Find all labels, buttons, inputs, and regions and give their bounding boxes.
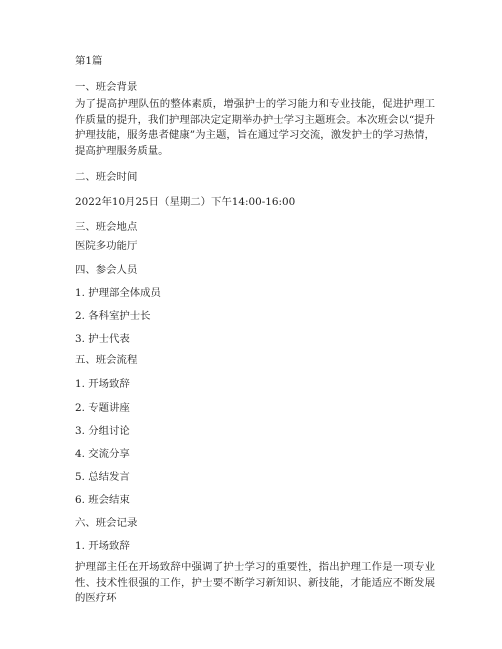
attendee-item: 2. 各科室护士长 bbox=[75, 310, 151, 322]
background-paragraph: 为了提高护理队伍的整体素质，增强护士的学习能力和专业技能，促进护理工作质量的提升，我们护理部决定定期举办护士学习主题班会。本次班会以“提升护理技能，服务患者健康”为主题，旨在通过学习交流，激发护士的学习热情，提高护理服务质量。 bbox=[75, 98, 435, 157]
part-label: 第1篇 bbox=[75, 55, 103, 67]
process-item: 1. 开场致辞 bbox=[75, 378, 130, 390]
record-item: 1. 开场致辞 bbox=[75, 540, 130, 552]
place-text: 医院多功能厅 bbox=[75, 240, 138, 252]
process-heading: 五、班会流程 bbox=[75, 354, 138, 366]
attendee-item: 3. 护士代表 bbox=[75, 333, 130, 345]
process-item: 2. 专题讲座 bbox=[75, 402, 130, 414]
time-heading: 二、班会时间 bbox=[75, 171, 138, 183]
process-item: 3. 分组讨论 bbox=[75, 425, 130, 437]
background-heading: 一、班会背景 bbox=[75, 81, 138, 93]
place-heading: 三、班会地点 bbox=[75, 221, 138, 233]
process-item: 5. 总结发言 bbox=[75, 471, 130, 483]
attendee-item: 1. 护理部全体成员 bbox=[75, 287, 161, 299]
record-paragraph: 护理部主任在开场致辞中强调了护士学习的重要性，指出护理工作是一项专业性、技术性很强的工作，护士要不断学习新知识、新技能，才能适应不断发展的医疗环 bbox=[75, 561, 435, 604]
record-heading: 六、班会记录 bbox=[75, 517, 138, 529]
process-item: 4. 交流分享 bbox=[75, 448, 130, 460]
attendees-heading: 四、参会人员 bbox=[75, 264, 138, 276]
time-text: 2022年10月25日（星期二）下午14:00-16:00 bbox=[75, 196, 296, 208]
process-item: 6. 班会结束 bbox=[75, 494, 130, 506]
